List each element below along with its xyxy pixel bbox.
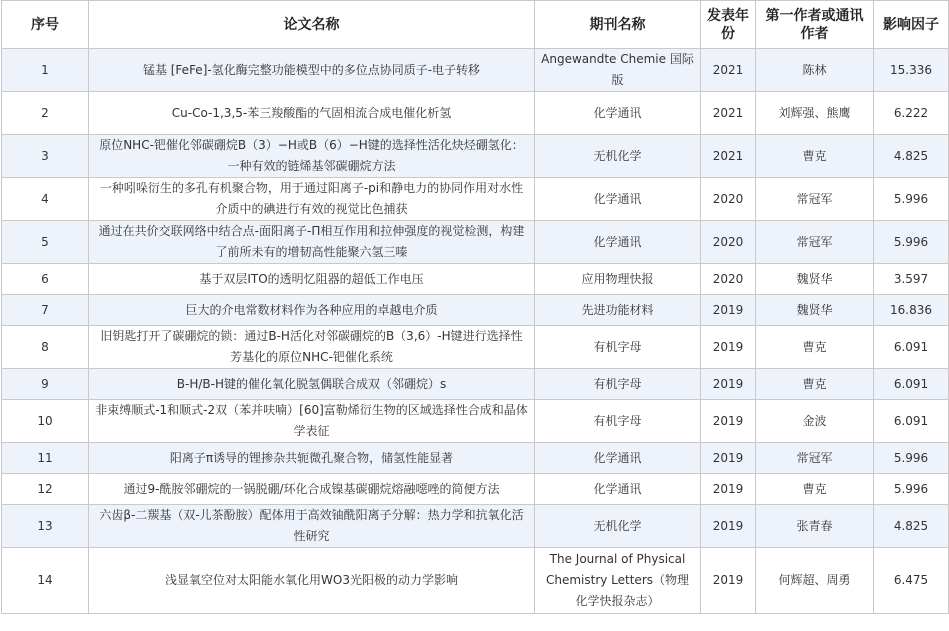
- table-row: [2, 548, 949, 614]
- cell-author: 曹克: [756, 135, 874, 178]
- cell-index: 11: [2, 443, 89, 474]
- cell-year: 2021: [701, 49, 756, 92]
- cell-index: 4: [2, 178, 89, 221]
- cell-title: 六齿β-二羰基（双-儿茶酚胺）配体用于高效铀酰阳离子分解：热力学和抗氧化活性研究: [89, 505, 535, 548]
- cell-impact: 15.336: [874, 49, 949, 92]
- header-author: 第一作者或通讯作者: [756, 1, 874, 49]
- cell-author: 魏贤华: [756, 264, 874, 295]
- cell-author: 常冠军: [756, 443, 874, 474]
- cell-year: 2020: [701, 221, 756, 264]
- cell-journal: 有机字母: [535, 326, 701, 369]
- header-journal: 期刊名称: [535, 1, 701, 49]
- cell-year: 2019: [701, 505, 756, 548]
- cell-journal: 无机化学: [535, 505, 701, 548]
- cell-title: 旧钥匙打开了碳硼烷的锁：通过B-H活化对邻碳硼烷的B（3,6）-H键进行选择性芳基化的原位NHC-钯催化系统: [89, 326, 535, 369]
- header-title: 论文名称: [89, 1, 535, 49]
- cell-impact: 3.597: [874, 264, 949, 295]
- table-row: [2, 400, 949, 443]
- cell-impact: 6.222: [874, 92, 949, 135]
- cell-journal: 化学通讯: [535, 92, 701, 135]
- cell-author: 张青春: [756, 505, 874, 548]
- cell-title: 阳离子π诱导的锂掺杂共轭微孔聚合物，储氢性能显著: [89, 443, 535, 474]
- cell-impact: 5.996: [874, 443, 949, 474]
- cell-year: 2019: [701, 295, 756, 326]
- cell-index: 10: [2, 400, 89, 443]
- cell-year: 2019: [701, 326, 756, 369]
- cell-year: 2021: [701, 92, 756, 135]
- cell-impact: 6.475: [874, 548, 949, 614]
- cell-author: 曹克: [756, 326, 874, 369]
- cell-author: 陈林: [756, 49, 874, 92]
- cell-impact: 4.825: [874, 135, 949, 178]
- cell-year: 2019: [701, 548, 756, 614]
- cell-title: 非束缚顺式-1和顺式-2双（苯并呋喃）[60]富勒烯衍生物的区域选择性合成和晶体学表征: [89, 400, 535, 443]
- cell-journal: Angewandte Chemie 国际版: [535, 49, 701, 92]
- cell-journal: 有机字母: [535, 400, 701, 443]
- header-index: 序号: [2, 1, 89, 49]
- table-row: [2, 326, 949, 369]
- cell-title: 通过9-酰胺邻硼烷的一锅脱硼/环化合成镍基碳硼烷熔融噁唑的简便方法: [89, 474, 535, 505]
- header-year: 发表年份: [701, 1, 756, 49]
- cell-title: Cu-Co-1,3,5-苯三羧酸酯的气固相流合成电催化析氢: [89, 92, 535, 135]
- table-row: [2, 443, 949, 474]
- cell-index: 13: [2, 505, 89, 548]
- cell-author: 常冠军: [756, 178, 874, 221]
- cell-author: 曹克: [756, 369, 874, 400]
- cell-index: 14: [2, 548, 89, 614]
- cell-author: 金波: [756, 400, 874, 443]
- cell-impact: 6.091: [874, 369, 949, 400]
- cell-index: 9: [2, 369, 89, 400]
- table-row: [2, 178, 949, 221]
- cell-journal: 应用物理快报: [535, 264, 701, 295]
- cell-impact: 6.091: [874, 326, 949, 369]
- cell-index: 8: [2, 326, 89, 369]
- cell-impact: 5.996: [874, 178, 949, 221]
- table-row: [2, 505, 949, 548]
- cell-index: 3: [2, 135, 89, 178]
- cell-title: 一种吲哚衍生的多孔有机聚合物，用于通过阳离子-pi和静电力的协同作用对水性介质中的碘进行有效的视觉比色捕获: [89, 178, 535, 221]
- cell-title: 基于双层ITO的透明忆阻器的超低工作电压: [89, 264, 535, 295]
- cell-year: 2019: [701, 474, 756, 505]
- cell-index: 1: [2, 49, 89, 92]
- cell-journal: 化学通讯: [535, 178, 701, 221]
- cell-year: 2021: [701, 135, 756, 178]
- cell-impact: 5.996: [874, 221, 949, 264]
- papers-table: [1, 0, 949, 614]
- cell-year: 2019: [701, 369, 756, 400]
- cell-journal: The Journal of Physical Chemistry Letters（物理化学快报杂志）: [535, 548, 701, 614]
- cell-title: B-H/B-H键的催化氧化脱氢偶联合成双（邻硼烷）s: [89, 369, 535, 400]
- cell-year: 2020: [701, 264, 756, 295]
- cell-author: 刘辉强、熊鹰: [756, 92, 874, 135]
- cell-title: 原位NHC-钯催化邻碳硼烷B（3）−H或B（6）−H键的选择性活化炔烃硼氢化：一种有效的链烯基邻碳硼烷方法: [89, 135, 535, 178]
- table-header-row: [2, 1, 949, 49]
- cell-impact: 4.825: [874, 505, 949, 548]
- table-row: [2, 49, 949, 92]
- cell-index: 5: [2, 221, 89, 264]
- table-row: [2, 92, 949, 135]
- table-row: [2, 369, 949, 400]
- cell-index: 7: [2, 295, 89, 326]
- cell-author: 曹克: [756, 474, 874, 505]
- cell-index: 2: [2, 92, 89, 135]
- table-row: [2, 221, 949, 264]
- cell-journal: 化学通讯: [535, 474, 701, 505]
- table-row: [2, 264, 949, 295]
- cell-index: 12: [2, 474, 89, 505]
- table-row: [2, 295, 949, 326]
- cell-title: 巨大的介电常数材料作为各种应用的卓越电介质: [89, 295, 535, 326]
- cell-index: 6: [2, 264, 89, 295]
- cell-year: 2019: [701, 400, 756, 443]
- cell-impact: 16.836: [874, 295, 949, 326]
- cell-journal: 化学通讯: [535, 221, 701, 264]
- cell-journal: 化学通讯: [535, 443, 701, 474]
- cell-impact: 5.996: [874, 474, 949, 505]
- cell-title: 锰基 [FeFe]-氢化酶完整功能模型中的多位点协同质子-电子转移: [89, 49, 535, 92]
- cell-title: 浅显氧空位对太阳能水氧化用WO3光阳极的动力学影响: [89, 548, 535, 614]
- cell-author: 常冠军: [756, 221, 874, 264]
- cell-journal: 先进功能材料: [535, 295, 701, 326]
- table-row: [2, 135, 949, 178]
- header-impact: 影响因子: [874, 1, 949, 49]
- cell-journal: 无机化学: [535, 135, 701, 178]
- cell-year: 2019: [701, 443, 756, 474]
- cell-title: 通过在共价交联网络中结合点-面阳离子-Π相互作用和拉伸强度的视觉检测，构建了前所未有的增韧高性能聚六氢三嗪: [89, 221, 535, 264]
- table-row: [2, 474, 949, 505]
- cell-year: 2020: [701, 178, 756, 221]
- cell-impact: 6.091: [874, 400, 949, 443]
- cell-journal: 有机字母: [535, 369, 701, 400]
- cell-author: 何辉超、周勇: [756, 548, 874, 614]
- cell-author: 魏贤华: [756, 295, 874, 326]
